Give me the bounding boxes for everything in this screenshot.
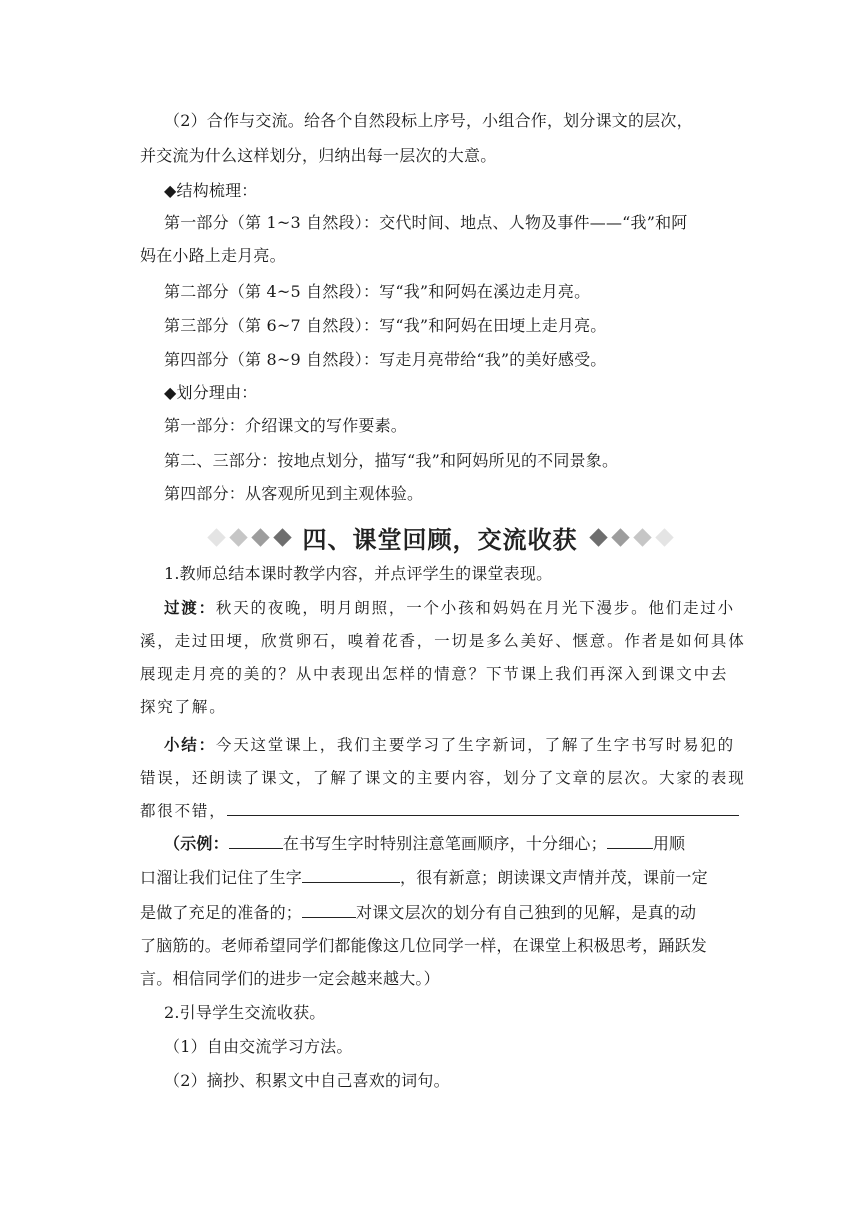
reason1-line: 第一部分：介绍课文的写作要素。 <box>164 416 408 435</box>
part4-line: 第四部分（第 8~9 自然段）：写走月亮带给“我”的美好感受。 <box>164 350 607 369</box>
summary-line2: 错误，还朗读了课文，了解了课文的主要内容，划分了文章的层次。大家的表现 <box>140 769 746 787</box>
example-text: 对课文层次的划分有自己独到的见解，是真的动 <box>356 903 697 922</box>
example-label: （示例： <box>164 834 229 853</box>
item2-line: 2.引导学生交流收获。 <box>164 1003 326 1022</box>
summary-line3-text: 都很不错， <box>140 802 227 820</box>
diamond-icon <box>273 528 291 546</box>
example-line1 <box>164 832 685 856</box>
example-line3 <box>140 901 696 925</box>
diamond-icon <box>251 528 269 546</box>
section-title: 四、课堂回顾，交流收获 <box>302 525 578 554</box>
reason2-line: 第二、三部分：按地点划分，描写“我”和阿妈所见的不同景象。 <box>164 451 619 470</box>
fill-in-blank <box>302 866 400 883</box>
fill-in-blank <box>302 901 356 918</box>
example-text: 是做了充足的准备的； <box>140 903 303 922</box>
transition-text: 秋天的夜晚，明月朗照，一个小孩和妈妈在月光下漫步。他们走过小 <box>215 599 735 617</box>
example-line4: 了脑筋的。老师希望同学们都能像这几位同学一样，在课堂上积极思考，踊跃发 <box>140 936 708 955</box>
transition-line2: 溪，走过田埂，欣赏卵石，嗅着花香，一切是多么美好、惬意。作者是如何具体 <box>140 632 746 650</box>
transition-line1 <box>164 596 735 620</box>
transition-line4: 探究了解。 <box>140 698 227 716</box>
item2-sub2-line: （2）摘抄、积累文中自己喜欢的词句。 <box>164 1071 450 1090</box>
example-line2 <box>140 866 708 890</box>
diamond-icon <box>611 528 629 546</box>
transition-label: 过渡： <box>164 599 216 617</box>
diamond-icon <box>229 528 247 546</box>
section-banner <box>200 517 680 557</box>
example-text: 用顺 <box>652 834 686 853</box>
diamond-icon <box>655 528 673 546</box>
reason4-line: 第四部分：从客观所见到主观体验。 <box>164 484 424 503</box>
example-text: ，很有新意；朗读课文声情并茂，课前一定 <box>400 868 708 887</box>
item1-line: 1.教师总结本课时教学内容，并点评学生的课堂表现。 <box>164 564 553 583</box>
example-text: 口溜让我们记住了生字 <box>140 868 303 887</box>
task2-line2: 并交流为什么这样划分，归纳出每一层次的大意。 <box>140 146 497 165</box>
reason-heading: ◆划分理由： <box>164 383 258 402</box>
summary-line1 <box>164 733 735 757</box>
part3-line: 第三部分（第 6~7 自然段）：写“我”和阿妈在田埂上走月亮。 <box>164 316 607 335</box>
fill-in-blank <box>607 832 653 849</box>
summary-text: 今天这堂课上，我们主要学习了生字新词，了解了生字书写时易犯的 <box>215 736 735 754</box>
right-diamonds-decoration <box>592 531 671 544</box>
fill-in-blank <box>227 799 739 816</box>
summary-label: 小结： <box>164 736 216 754</box>
diamond-icon <box>633 528 651 546</box>
left-diamonds-decoration <box>210 531 289 544</box>
part1-line1: 第一部分（第 1~3 自然段）：交代时间、地点、人物及事件——“我”和阿 <box>164 213 688 232</box>
diamond-icon <box>207 528 225 546</box>
example-text: 在书写生字时特别注意笔画顺序，十分细心； <box>282 834 607 853</box>
summary-line3 <box>140 799 739 823</box>
part1-line2: 妈在小路上走月亮。 <box>140 246 286 265</box>
structure-heading: ◆结构梳理： <box>164 181 258 200</box>
task2-line1: （2）合作与交流。给各个自然段标上序号，小组合作，划分课文的层次， <box>164 111 693 130</box>
example-line5: 言。相信同学们的进步一定会越来越大。） <box>140 969 440 988</box>
transition-line3: 展现走月亮的美的？从中表现出怎样的情意？下节课上我们再深入到课文中去 <box>140 665 729 683</box>
item2-sub1-line: （1）自由交流学习方法。 <box>164 1037 353 1056</box>
diamond-icon <box>589 528 607 546</box>
fill-in-blank <box>229 832 283 849</box>
part2-line: 第二部分（第 4~5 自然段）：写“我”和阿妈在溪边走月亮。 <box>164 282 591 301</box>
